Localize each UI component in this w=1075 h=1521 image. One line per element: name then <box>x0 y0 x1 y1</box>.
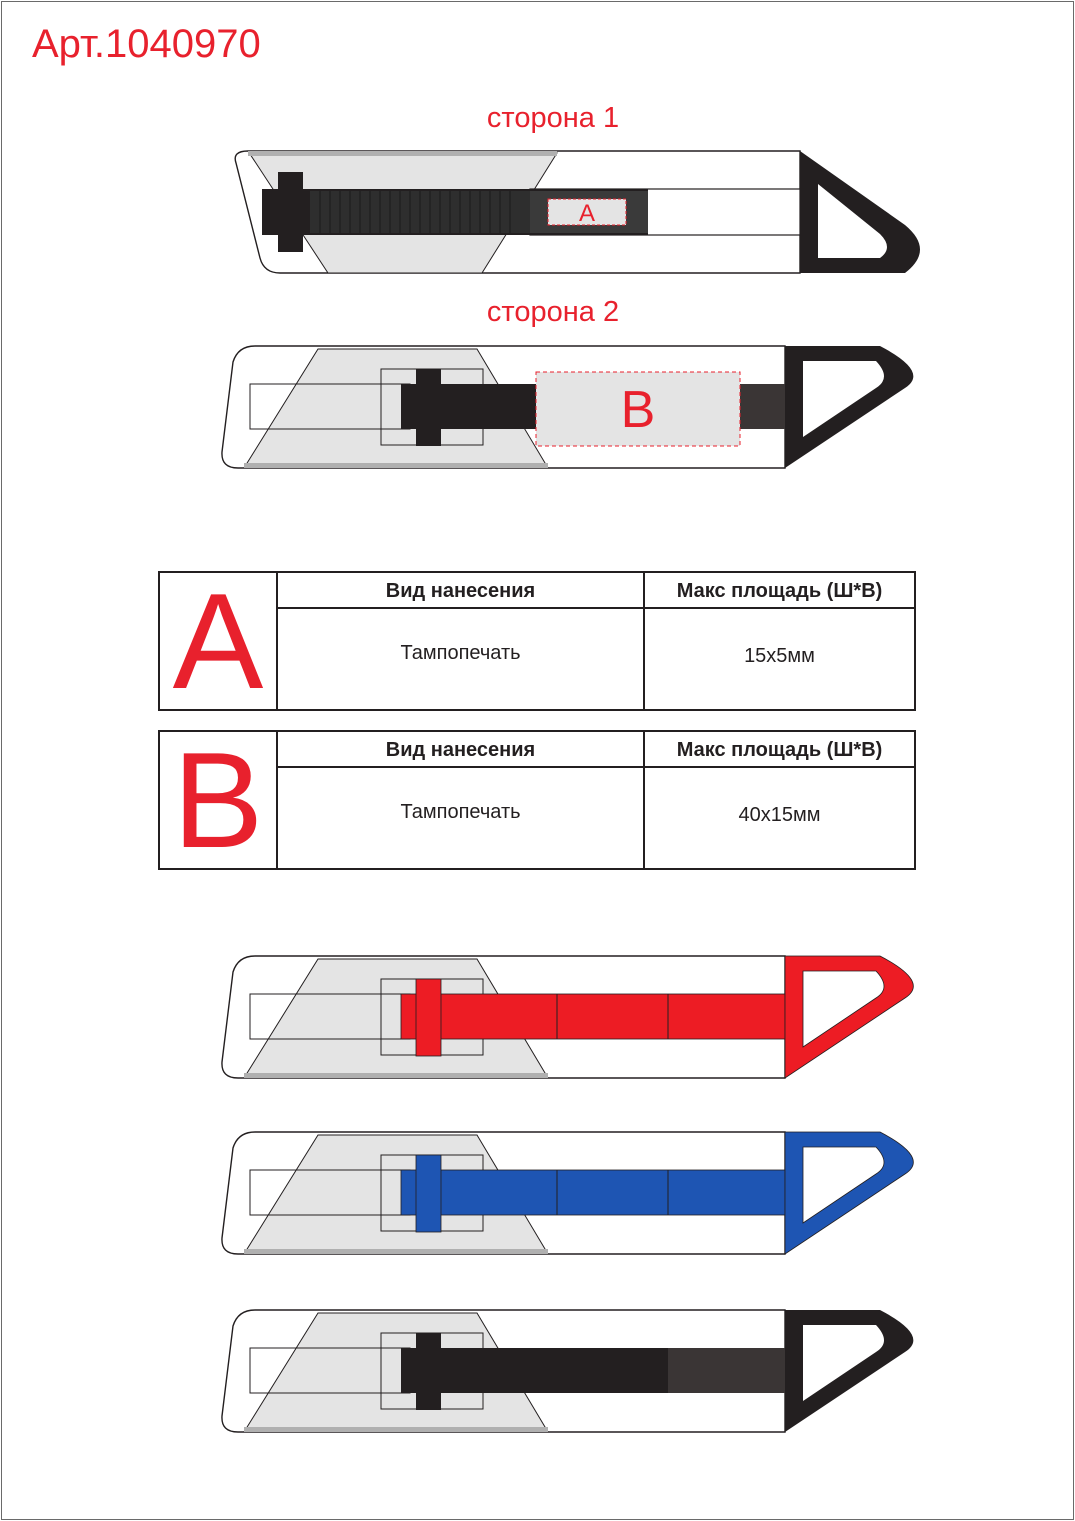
knife-variant-red <box>222 956 913 1078</box>
article-number: Арт.1040970 <box>32 22 261 66</box>
print-zone-a-label: A <box>578 200 596 227</box>
handle-blue <box>785 1132 913 1254</box>
spec-a-area-header: Макс площадь (Ш*В) <box>645 573 914 609</box>
spec-b-method: Тампопечать <box>278 768 645 868</box>
slider-knob-side-1 <box>278 172 303 252</box>
handle-side-1 <box>800 151 920 273</box>
spec-table-a <box>158 565 916 717</box>
spec-b-area: 40x15мм <box>738 804 821 826</box>
spec-a-area: 15x5мм <box>744 645 815 667</box>
handle-red <box>785 956 913 1078</box>
spec-a-method-header: Вид нанесения <box>278 573 645 609</box>
spec-table-b <box>158 724 916 876</box>
knife-variant-blue <box>222 1132 913 1254</box>
knife-side-1 <box>235 151 920 273</box>
slider-knob-side-2 <box>416 369 441 446</box>
spec-a-method: Тампопечать <box>278 609 645 709</box>
handle-side-2 <box>785 346 913 468</box>
spec-b-letter: B <box>160 732 278 868</box>
side-1-label: сторона 1 <box>486 102 620 134</box>
spec-b-method-header: Вид нанесения <box>278 732 645 768</box>
knife-variant-black <box>222 1310 913 1432</box>
print-zone-b-label: B <box>620 381 656 439</box>
spec-a-letter: A <box>160 573 278 709</box>
handle-black <box>785 1310 913 1432</box>
knife-side-2 <box>222 346 913 468</box>
spec-b-area-header: Макс площадь (Ш*В) <box>645 732 914 768</box>
side-2-label: сторона 2 <box>486 296 620 328</box>
